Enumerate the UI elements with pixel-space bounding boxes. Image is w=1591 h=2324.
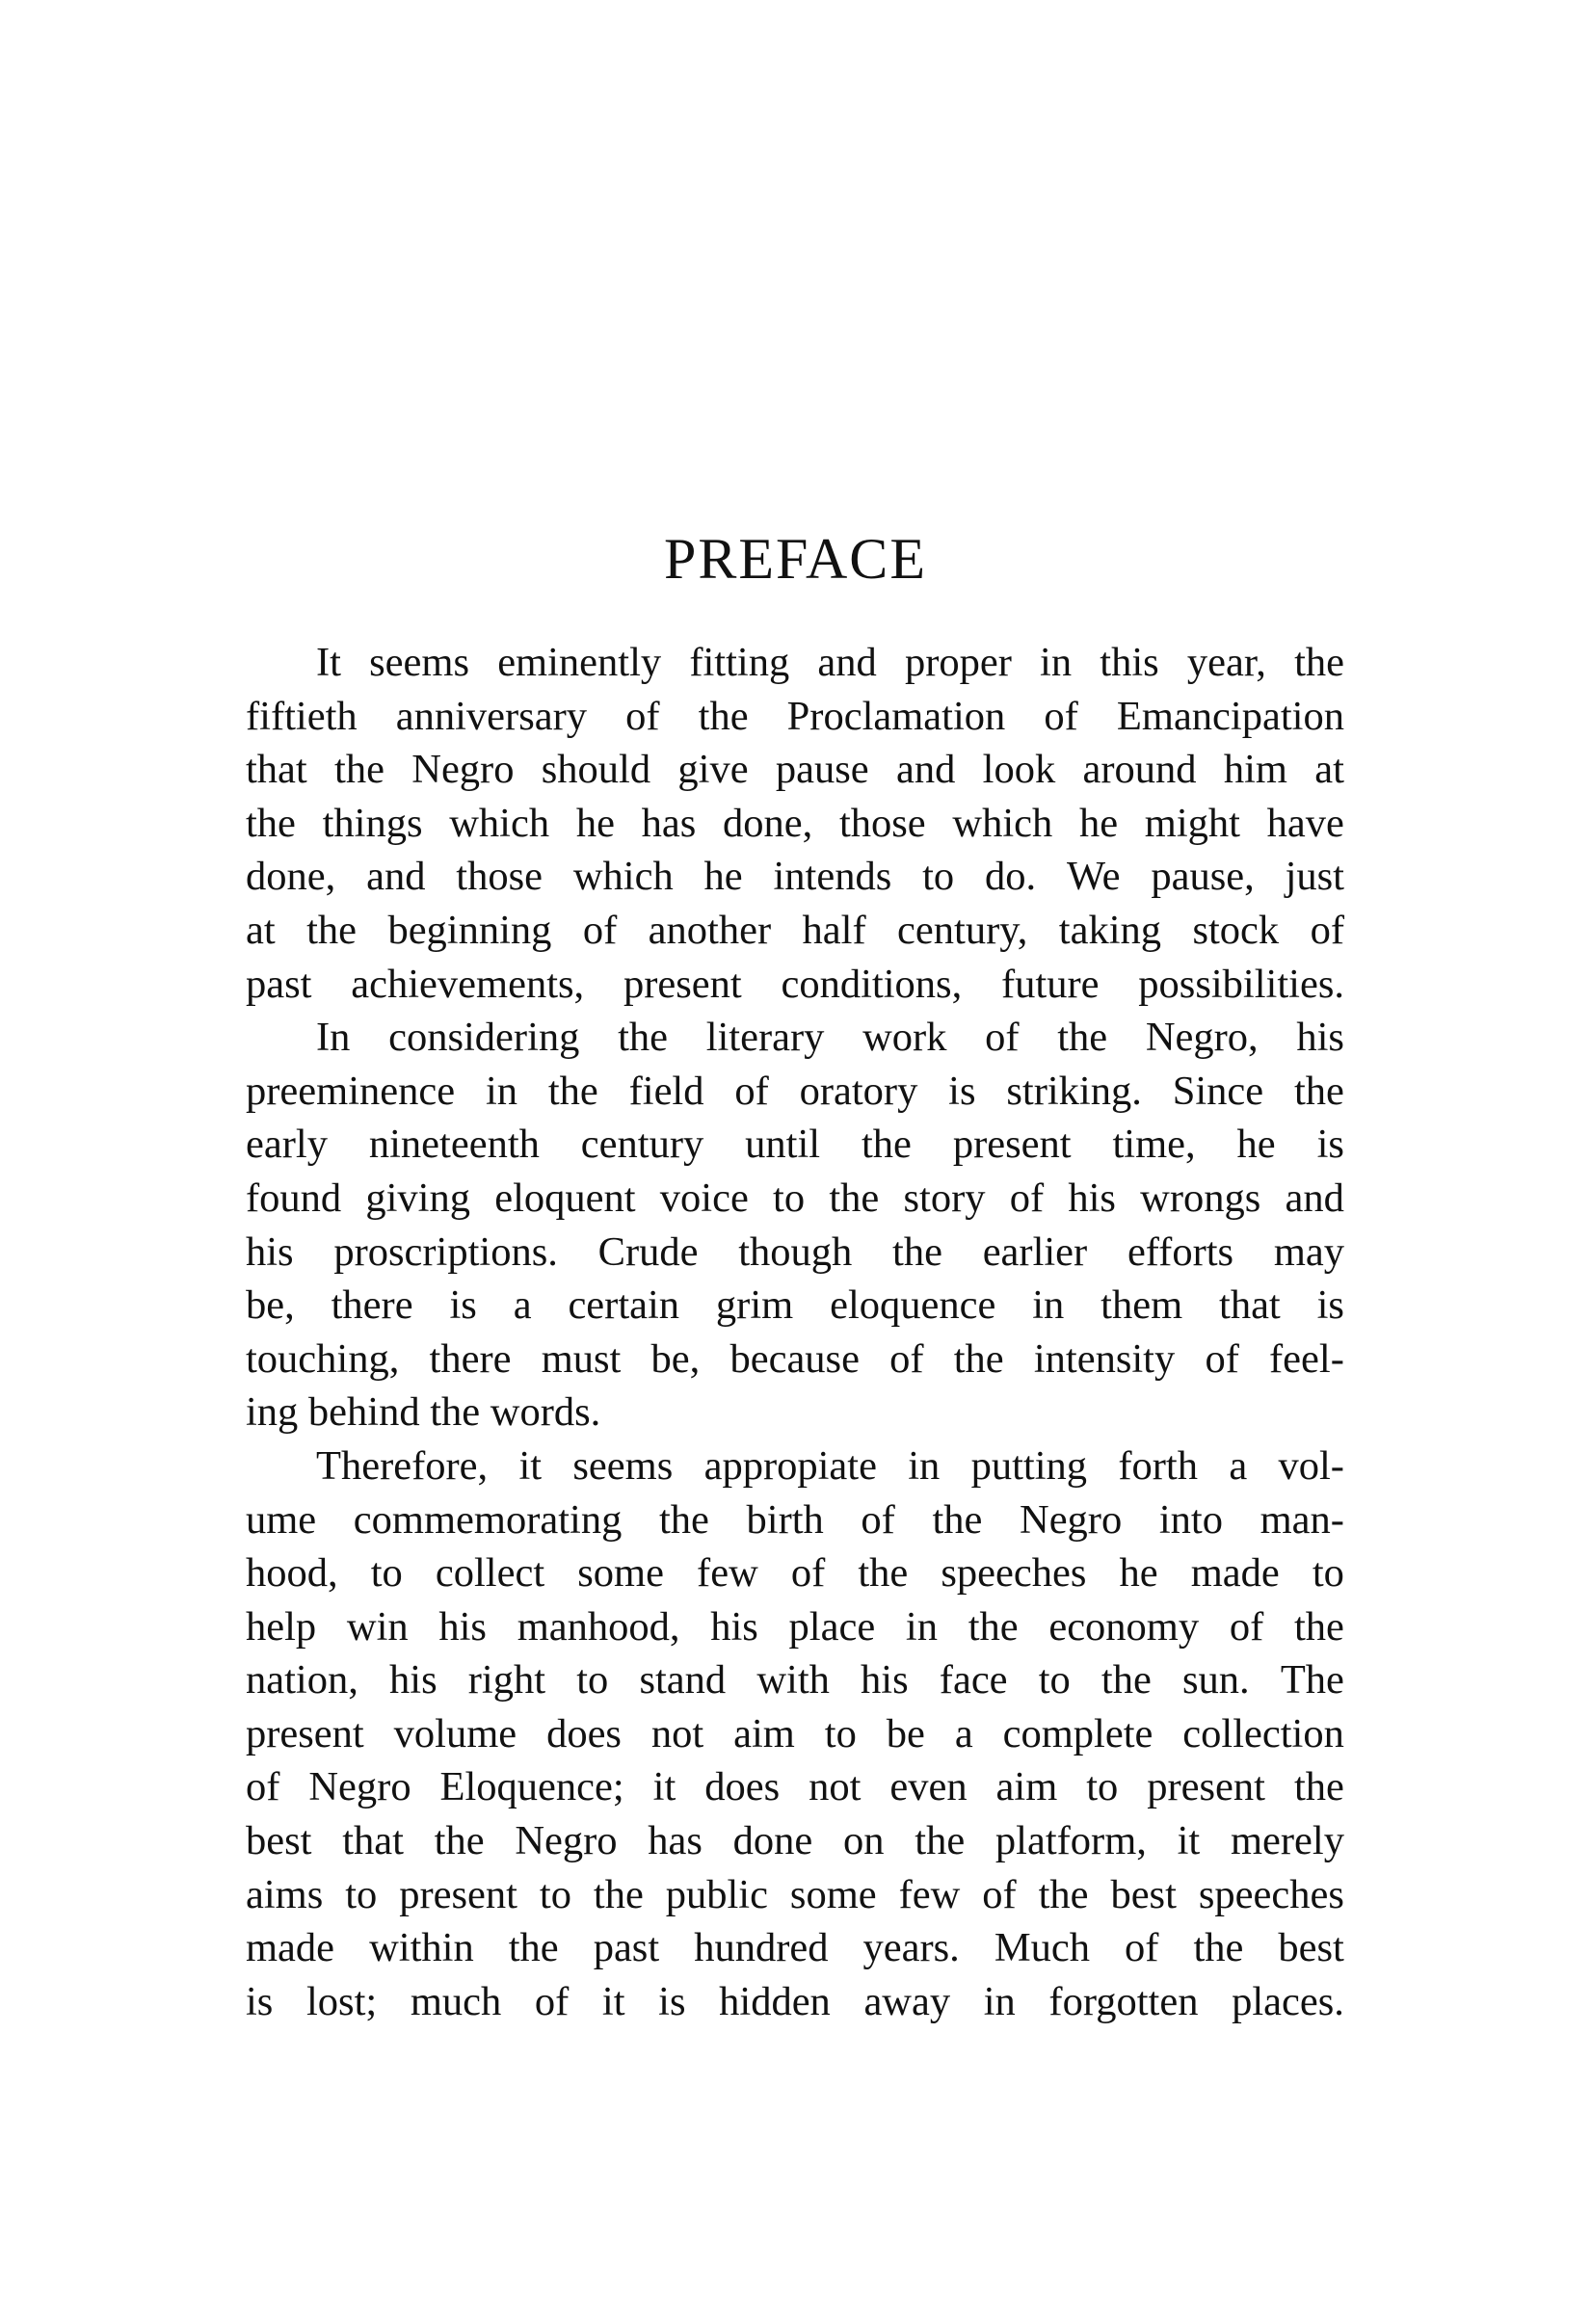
text-line: nation, his right to stand with his face to the sun. The (246, 1657, 1344, 1703)
text-line: aims to present to the public some few of the best speeches (246, 1871, 1344, 1917)
text-line: at the beginning of another half century, taking stock of (246, 907, 1344, 953)
text-line: be, there is a certain grim eloquence in them that is (246, 1282, 1344, 1329)
text-line: his proscriptions. Crude though the earlier efforts may (246, 1228, 1344, 1275)
text-line: In considering the literary work of the Negro, his (316, 1015, 1344, 1061)
text-line: done, and those which he intends to do. We pause, just (246, 854, 1344, 900)
preface-body (246, 636, 1344, 2028)
text-line: the things which he has done, those which he might have (246, 800, 1344, 846)
text-line: It seems eminently fitting and proper in this year, the (316, 640, 1344, 685)
text-line: preeminence in the field of oratory is striking. Since the (246, 1068, 1344, 1114)
text-line: touching, there must be, because of the intensity of feel- (246, 1335, 1344, 1382)
text-line: that the Negro should give pause and look around him at (246, 747, 1344, 793)
paragraph-2 (246, 1011, 1344, 1439)
text-line: fiftieth anniversary of the Proclamation of Emancipation (246, 693, 1344, 739)
text-line: made within the past hundred years. Much of the best (246, 1925, 1344, 1971)
text-line: Therefore, it seems appropiate in putting forth a vol- (316, 1442, 1344, 1489)
page-title: PREFACE (664, 527, 927, 591)
paragraph-3 (246, 1439, 1344, 2029)
text-line: ing behind the words. (246, 1389, 601, 1436)
text-line: help win his manhood, his place in the economy of the (246, 1603, 1344, 1650)
text-line: hood, to collect some few of the speeches he made to (246, 1550, 1344, 1597)
text-line: of Negro Eloquence; it does not even aim to present the (246, 1764, 1344, 1810)
text-line: past achievements, present conditions, future possibilities. (246, 961, 1344, 1007)
paragraph-1 (246, 636, 1344, 1011)
text-line: is lost; much of it is hidden away in forgotten places. (246, 1978, 1344, 2024)
text-line: early nineteenth century until the present time, he is (246, 1122, 1344, 1168)
text-line: ume commemorating the birth of the Negro into man- (246, 1496, 1344, 1543)
text-line: best that the Negro has done on the platform, it merely (246, 1818, 1344, 1864)
text-line: present volume does not aim to be a complete collection (246, 1710, 1344, 1756)
text-line: found giving eloquent voice to the story of his wrongs and (246, 1175, 1344, 1221)
